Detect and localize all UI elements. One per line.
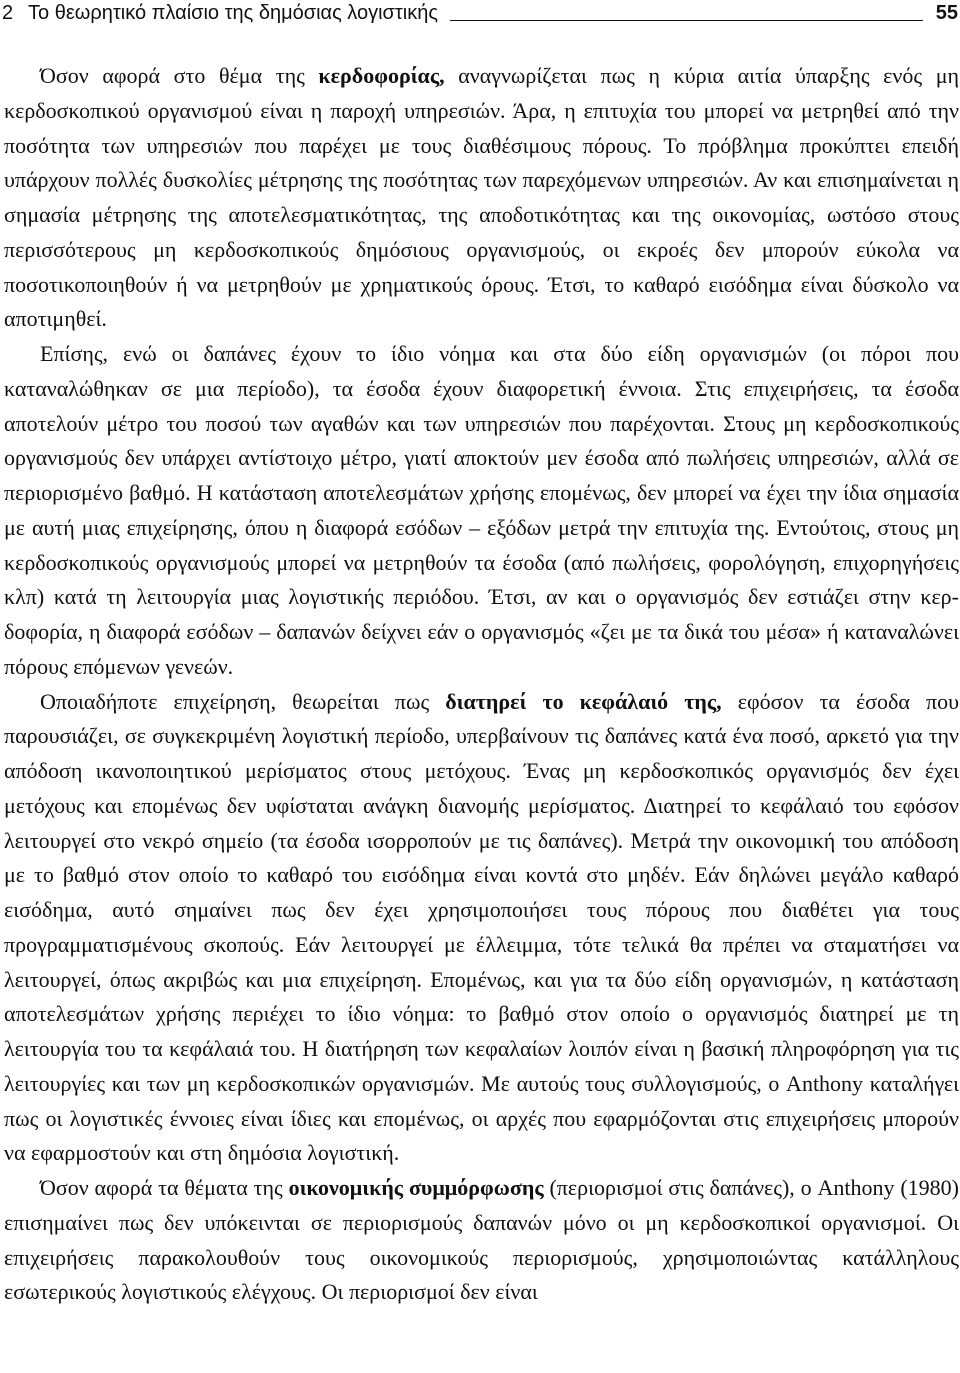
paragraph-2 <box>4 337 959 685</box>
bold-term-profitability: κερδοφορίας, <box>318 63 445 88</box>
paragraph-4 <box>4 1171 959 1310</box>
running-header <box>0 0 960 30</box>
page-number: 55 <box>935 2 958 24</box>
paragraph-text: αναγνωρίζεται πως η κύρια αιτία ύπαρξης ενός μη κερδοσκοπικού οργανισμού είναι η παροχή υπηρεσιών. Άρα, η επιτυχία του μπορεί να μετρηθεί από την ποσότητα των υπηρεσιών που παρέχει με τους διαθέσιμους πόρους. Το πρόβλημα προκύπτει επειδή υπάρχουν πολλές δυσκολίες μέτρησης της ποσότητας των παρεχόμενων υπηρεσιών. Αν και επισημαίνεται η σημασία μέτρησης της αποτελεσματικότητας, της αποδοτικότητας και της οικονομίας, ωστόσο στους περισσότερους μη κερδοσκοπικούς δημόσιους οργανισμούς, οι εκροές δεν μπορούν εύκολα να ποσοτικοποιηθούν ή να μετρηθούν με χρηματικούς όρους. Έτσι, το καθαρό εισόδημα είναι δύσκολο να αποτιμηθεί. <box>4 63 959 332</box>
paragraph-text: Οποιαδήποτε επιχείρηση, θεωρείται πως <box>40 688 446 714</box>
paragraph-text: Επίσης, ενώ οι δαπάνες έχουν το ίδιο νόημα και στα δύο είδη οργανισμών (οι πόροι που καταναλώθηκαν σε μια περίοδο), τα έσοδα έχουν διαφορετική έννοια. Στις επιχειρήσεις, τα έσοδα αποτελούν μέτρο του ποσού των αγαθών και των υπηρεσιών που παρέχονται. Στους μη κερδοσκοπικούς οργανισμούς δεν υπάρχει αντίστοιχο μέτρο, γιατί αποκτούν μεν έσοδα από πωλήσεις υπηρεσιών, αλλά σε περιορισμένο βαθμό. Η κατάσταση αποτελεσμάτων χρήσης επομένως, δεν μπορεί να έχει την ίδια σημασία με αυτή μιας επιχείρησης, όπου η διαφορά εσόδων – εξόδων μετρά την επιτυχία της. Εντούτοις, στους μη κερδοσκοπικούς οργανισμούς μπορεί να μετρηθούν τα έσοδα (από πωλήσεις, φορολόγηση, επιχορηγήσεις κλπ) κατά τη λειτουργία μιας λογιστικής περιόδου. Έτσι, αν και ο οργανισμός δεν εστιάζει στην κερδοφορία, η διαφορά εσόδων – δαπανών δείχνει εάν ο οργανισμός «ζει με τα δικά του μέσα» ή καταναλώνει πόρους επόμενων γενεών. <box>4 341 959 679</box>
paragraph-text: Όσον αφορά στο θέμα της <box>40 63 319 88</box>
chapter-title: Το θεωρητικό πλαίσιο της δημόσιας λογιστικής <box>28 2 438 24</box>
paragraph-1 <box>4 59 959 337</box>
bold-term-capital-maintenance: διατηρεί το κεφάλαιό της, <box>445 688 722 714</box>
header-rule <box>450 20 923 21</box>
paragraph-text: εφόσον τα έσοδα που παρουσιάζει, σε συγκεκριμένη λογιστική περίοδο, υπερβαίνουν τις δαπάνες κατά ένα ποσό, αρκετό για την απόδοση ικανοποιητικού μερίσματος στους μετόχους. Ένας μη κερδοσκοπικός οργανισμός δεν έχει μετόχους και επομένως δεν υφίσταται ανάγκη διανομής μερίσματος. Διατηρεί το κεφάλαιό του εφόσον λειτουργεί στο νεκρό σημείο (τα έσοδα ισορροπούν με τις δαπάνες). Μετρά την οικονομική του απόδοση με το βαθμό στον οποίο το καθαρό του εισόδημα είναι κοντά στο μηδέν. Εάν δηλώνει μεγάλο καθαρό εισόδημα, αυτό σημαίνει πως δεν έχει χρησιμοποιήσει τους πόρους που διαθέτει για τους προγραμματισμένους σκοπούς. Εάν λειτουργεί με έλλειμμα, τότε τελικά θα πρέπει να σταματήσει να λειτουργεί, όπως ακριβώς και μια επιχείρηση. Επομένως, και για τα δύο είδη οργανισμών, η κατάσταση αποτελεσμάτων χρήσης περιέχει το ίδιο νόημα: το βαθμό στον οποίο ο οργανισμός διατηρεί με τη λειτουργία του τα κεφάλαιά του. Η διατήρηση των κεφαλαίων λοιπόν είναι η βασική πληροφόρηση για τις λειτουργίες και των μη κερδοσκοπικών οργανισμών. Με αυτούς τους συλλογισμούς, ο Anthony καταλήγει πως οι λογιστικές έννοιες είναι ίδιες και επομένως, οι αρχές που εφαρμόζονται στις επιχειρήσεις μπορούν να εφαρμοστούν και στη δημόσια λογιστική. <box>4 688 959 1166</box>
paragraph-text: Όσον αφορά τα θέματα της <box>40 1175 289 1200</box>
chapter-number: 2 <box>2 2 14 24</box>
paragraph-3 <box>4 685 959 1172</box>
body-text <box>4 59 959 1310</box>
paragraph-text: (περιορισμοί στις δαπάνες), ο Anthony (1980) επισημαίνει πως δεν υπόκεινται σε περιορισμούς δαπανών μόνο οι μη κερδοσκοπικοί οργανισμοί. Οι επιχειρήσεις παρακολουθούν τους οικονομικούς περιορισμούς, χρησιμοποιώντας κατάλληλους εσωτερικούς λογιστικούς ελέγχους. Οι περιορισμοί δεν είναι <box>4 1175 959 1305</box>
bold-term-financial-compliance: οικονομικής συμμόρφωσης <box>288 1175 544 1200</box>
